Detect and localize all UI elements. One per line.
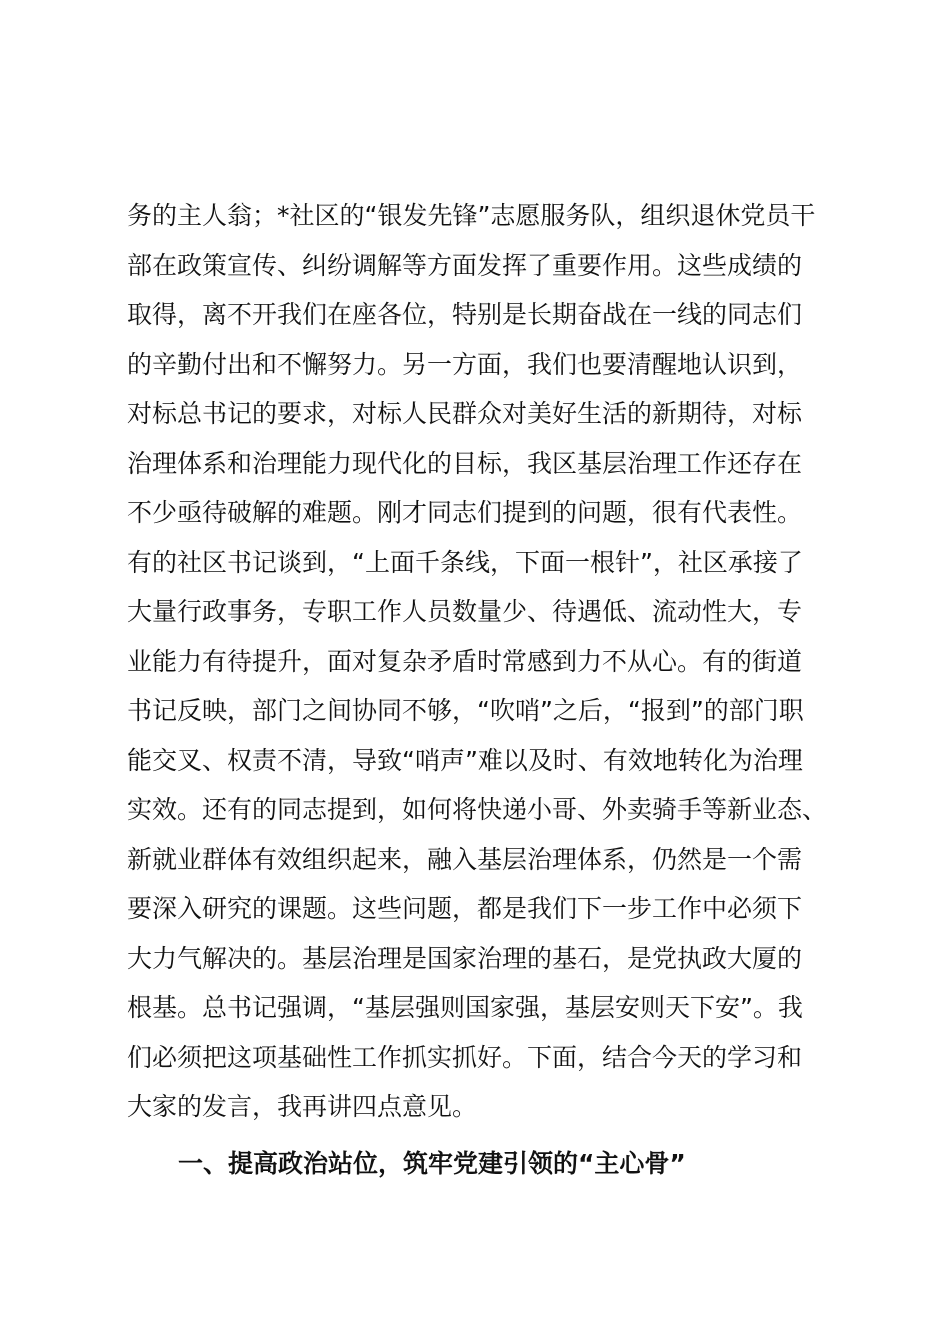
paragraph-line: 务的主人翁；*社区的“银发先锋”志愿服务队，组织退休党员干 (127, 201, 816, 230)
paragraph-line: 对标总书记的要求，对标人民群众对美好生活的新期待，对标 (127, 399, 803, 428)
paragraph-line: 根基。总书记强调，“基层强则国家强，基层安则天下安”。我 (127, 993, 803, 1022)
paragraph-line: 要深入研究的课题。这些问题，都是我们下一步工作中必须下 (127, 894, 803, 923)
paragraph-line: 大力气解决的。基层治理是国家治理的基石，是党执政大厦的 (127, 943, 803, 973)
paragraph-line: 治理体系和治理能力现代化的目标，我区基层治理工作还存在 (127, 448, 803, 478)
paragraph-line: 的辛勤付出和不懈努力。另一方面，我们也要清醒地认识到， (127, 349, 803, 379)
paragraph-line: 不少亟待破解的难题。刚才同志们提到的问题，很有代表性。 (127, 498, 803, 527)
paragraph-line: 业能力有待提升，面对复杂矛盾时常感到力不从心。有的街道 (127, 646, 803, 676)
paragraph-line: 实效。还有的同志提到，如何将快递小哥、外卖骑手等新业态、 (127, 795, 828, 824)
paragraph-line: 部在政策宣传、纠纷调解等方面发挥了重要作用。这些成绩的 (127, 250, 803, 280)
paragraph-line: 大量行政事务，专职工作人员数量少、待遇低、流动性大，专 (127, 597, 803, 626)
paragraph-line: 能交叉、权责不清，导致“哨声”难以及时、有效地转化为治理 (127, 745, 803, 775)
paragraph-line: 新就业群体有效组织起来，融入基层治理体系，仍然是一个需 (127, 844, 803, 874)
body-paragraph (127, 191, 847, 1132)
section-heading: 一、提高政治站位，筑牢党建引领的“主心骨” (178, 1149, 686, 1178)
paragraph-line: 书记反映，部门之间协同不够，“吹哨”之后，“报到”的部门职 (127, 696, 804, 725)
paragraph-line: 们必须把这项基础性工作抓实抓好。下面，结合今天的学习和 (127, 1042, 803, 1072)
paragraph-line: 有的社区书记谈到，“上面千条线，下面一根针”，社区承接了 (127, 547, 803, 577)
paragraph-line: 大家的发言，我再讲四点意见。 (127, 1092, 478, 1121)
paragraph-line: 取得，离不开我们在座各位，特别是长期奋战在一线的同志们 (127, 300, 803, 329)
